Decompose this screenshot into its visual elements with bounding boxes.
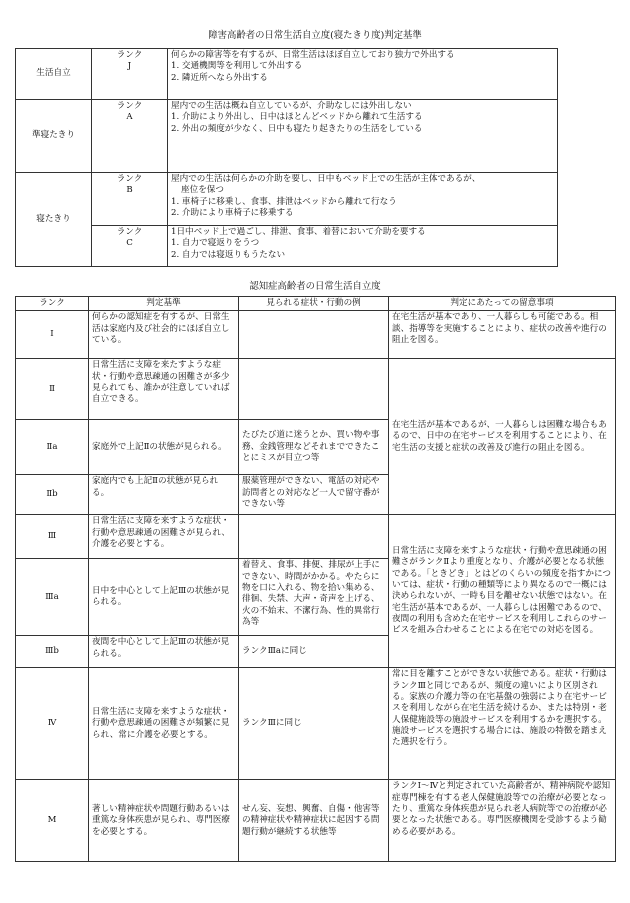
criteria-cell: 何らかの障害等を有するが、日常生活はほぼ自立しており独力で外出する 1. 交通機関等を利用して外出する 2. 隣近所へなら外出する xyxy=(168,49,558,100)
table-row xyxy=(16,49,558,100)
table-header-row xyxy=(16,297,616,311)
table-row xyxy=(16,226,558,267)
symptoms-cell: ランクⅢに同じ xyxy=(239,668,389,780)
table-row xyxy=(16,359,616,420)
notes-cell: 日常生活に支障を来すような症状・行動や意思疎通の困難さがランクⅡより重度となり、介護が必要となる状態である。「ときどき」とはどのくらいの頻度を指すかについては、症状・行動の種類等により異なるので一概には決められないが、一時も目を離せない状態ではない。在宅生活が基本であるが、一人暮らしは困難であるので、夜間の利用も含めた在宅サービスを利用しこれらのサービスを組み合わせることによる在宅での対応を図る。 xyxy=(389,515,616,668)
table-row xyxy=(16,780,616,862)
symptoms-cell: ランクⅢaに同じ xyxy=(239,636,389,668)
rank-cell: Ⅱa xyxy=(16,420,89,475)
header-criteria: 判定基準 xyxy=(89,297,239,311)
symptoms-cell: たびたび道に迷うとか、買い物や事務、金銭管理などそれまでできたことにミスが目立つ等 xyxy=(239,420,389,475)
mobility-level-table xyxy=(15,48,558,267)
criteria-cell: 日常生活に支障を来すような症状・行動や意思疎通の困難さが見られ、介護を必要とする。 xyxy=(89,515,239,559)
dementia-level-table xyxy=(15,296,616,862)
rank-cell: Ⅳ xyxy=(16,668,89,780)
criteria-cell: 日常生活に支障を来すような症状・行動や意思疎通の困難さが頻繁に見られ、常に介護を必要とする。 xyxy=(89,668,239,780)
criteria-cell: 夜間を中心として上記Ⅲの状態が見られる。 xyxy=(89,636,239,668)
symptoms-cell xyxy=(239,311,389,359)
rank-cell: Ⅱb xyxy=(16,475,89,515)
rank-cell: Ⅲ xyxy=(16,515,89,559)
notes-cell: 常に目を離すことができない状態である。症状・行動はランクⅢと同じであるが、頻度の違いにより区別される。家族の介護力等の在宅基盤の強弱により在宅サービスを利用しながら在宅生活を続けるか、または特別・老人保健施設等の施設サービスを利用するかを選択する。施設サービスを選択する場合には、施設の特徴を踏まえた選択を行う。 xyxy=(389,668,616,780)
table-row xyxy=(16,515,616,559)
table1-title: 障害高齢者の日常生活自立度(寝たきり度)判定基準 xyxy=(208,30,422,41)
symptoms-cell xyxy=(239,359,389,420)
criteria-cell: 1日中ベッド上で過ごし、排泄、食事、着替において介助を要する 1. 自力で寝返りをうつ 2. 自力では寝返りもうたない xyxy=(168,226,558,267)
criteria-cell: 日常生活に支障を来たすような症状・行動や意思疎通の困難さが多少見られても、誰かが注意していれば自立できる。 xyxy=(89,359,239,420)
rank-cell: Ⅲa xyxy=(16,559,89,636)
symptoms-cell xyxy=(239,515,389,559)
criteria-cell: 家庭外で上記Ⅱの状態が見られる。 xyxy=(89,420,239,475)
table-row xyxy=(16,668,616,780)
table-row xyxy=(16,173,558,226)
rank-cell: ランク B xyxy=(92,173,168,226)
symptoms-cell: 服薬管理ができない、電話の対応や訪問者との対応など一人で留守番ができない等 xyxy=(239,475,389,515)
header-rank: ランク xyxy=(16,297,89,311)
notes-cell: 在宅生活が基本であり、一人暮らしも可能である。相談、指導等を実施することにより、症状の改善や進行の阻止を図る。 xyxy=(389,311,616,359)
notes-cell: 在宅生活が基本であるが、一人暮らしは困難な場合もあるので、日中の在宅サービスを利用することにより、在宅生活の支援と症状の改善及び進行の阻止を図る。 xyxy=(389,359,616,515)
header-symptoms: 見られる症状・行動の例 xyxy=(239,297,389,311)
rank-cell: ランク C xyxy=(92,226,168,267)
criteria-cell: 屋内での生活は何らかの介助を要し、日中もベッド上での生活が主体であるが、 座位を保つ 1. 車椅子に移乗し、食事、排泄はベッドから離れて行なう 2. 介助により車椅子に移乗する xyxy=(168,173,558,226)
criteria-cell: 何らかの認知症を有するが、日常生活は家庭内及び社会的にほぼ自立している。 xyxy=(89,311,239,359)
criteria-cell: 屋内での生活は概ね自立しているが、介助なしには外出しない 1. 介助により外出し、日中はほとんどベッドから離れて生活する 2. 外出の頻度が少なく、日中も寝たり起きたりの生活をしている xyxy=(168,100,558,173)
rank-cell: Ⅲb xyxy=(16,636,89,668)
category-cell: 寝たきり xyxy=(16,173,92,267)
rank-cell: Ⅱ xyxy=(16,359,89,420)
table-row xyxy=(16,311,616,359)
rank-cell: ランク A xyxy=(92,100,168,173)
notes-cell: ランクⅠ～Ⅳと判定されていた高齢者が、精神病院や認知症専門棟を有する老人保健施設等での治療が必要となったり、重篤な身体疾患が見られ老人病院等での治療が必要となった状態である。専門医療機関を受診するよう勧める必要がある。 xyxy=(389,780,616,862)
table2-title: 認知症高齢者の日常生活自立度 xyxy=(249,281,381,292)
criteria-cell: 日中を中心として上記Ⅲの状態が見られる。 xyxy=(89,559,239,636)
rank-cell: Ⅰ xyxy=(16,311,89,359)
criteria-cell: 家庭内でも上記Ⅱの状態が見られる。 xyxy=(89,475,239,515)
rank-cell: ランク J xyxy=(92,49,168,100)
category-cell: 生活自立 xyxy=(16,49,92,100)
table-row xyxy=(16,100,558,173)
criteria-cell: 著しい精神症状や問題行動あるいは重篤な身体疾患が見られ、専門医療を必要とする。 xyxy=(89,780,239,862)
symptoms-cell: 着替え、食事、排便、排尿が上手にできない、時間がかかる。やたらに物を口に入れる、物を拾い集める、徘徊、失禁、大声・奇声を上げる、火の不始末、不潔行為、性的異常行為等 xyxy=(239,559,389,636)
rank-cell: M xyxy=(16,780,89,862)
symptoms-cell: せん妄、妄想、興奮、自傷・他害等の精神症状や精神症状に起因する問題行動が継続する状態等 xyxy=(239,780,389,862)
header-notes: 判定にあたっての留意事項 xyxy=(389,297,616,311)
category-cell: 準寝たきり xyxy=(16,100,92,173)
